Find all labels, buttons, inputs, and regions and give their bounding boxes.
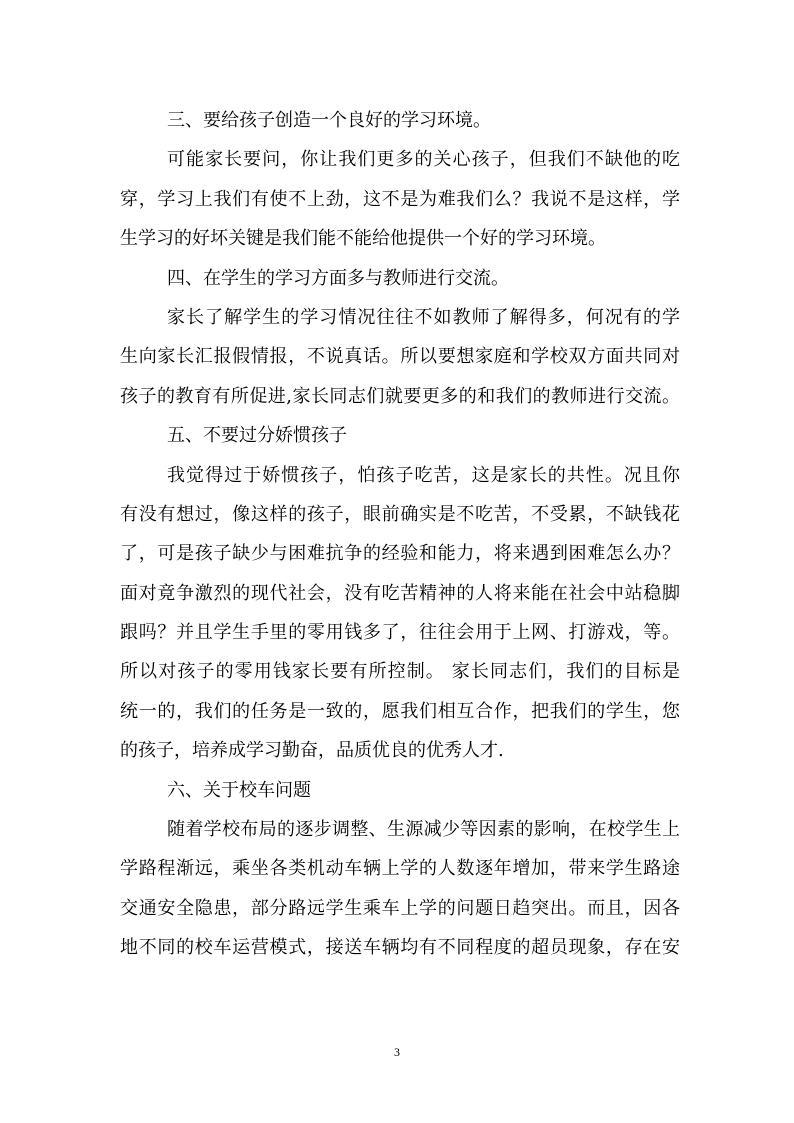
paragraph-line: 生向家长汇报假情报，不说真话。所以要想家庭和学校双方面共同对 [120, 346, 680, 368]
section-heading-3: 三、要给孩子创造一个良好的学习环境。 [167, 110, 491, 131]
paragraph-line: 随着学校布局的逐步调整、生源减少等因素的影响，在校学生上 [167, 819, 680, 841]
paragraph-line: 交通安全隐患，部分路远学生乘车上学的问题日趋突出。而且，因各 [120, 897, 680, 919]
page-number: 3 [394, 1045, 400, 1059]
paragraph-line: 地不同的校车运营模式，接送车辆均有不同程度的超员现象，存在安 [120, 937, 680, 959]
paragraph-line: 我觉得过于娇惯孩子，怕孩子吃苦，这是家长的共性。况且你 [167, 464, 680, 486]
paragraph-line: 家长了解学生的学习情况往往不如教师了解得多，何况有的学 [167, 306, 680, 328]
paragraph-line: 生学习的好坏关键是我们能不能给他提供一个好的学习环境。 [120, 228, 606, 250]
paragraph-line: 的孩子，培养成学习勤奋，品质优良的优秀人才. [120, 740, 504, 762]
paragraph-line: 有没有想过，像这样的孩子，眼前确实是不吃苦，不受累，不缺钱花 [120, 503, 680, 525]
paragraph-line: 可能家长要问，你让我们更多的关心孩子，但我们不缺他的吃 [167, 149, 680, 171]
paragraph-line: 学路程渐远，乘坐各类机动车辆上学的人数逐年增加，带来学生路途 [120, 858, 680, 880]
paragraph-line: 了，可是孩子缺少与困难抗争的经验和能力，将来遇到困难怎么办？ [120, 543, 680, 565]
paragraph-line: 跟吗？并且学生手里的零用钱多了，往往会用于上网、打游戏，等。 [120, 622, 680, 644]
paragraph-line: 统一的，我们的任务是一致的，愿我们相互合作，把我们的学生，您 [120, 700, 680, 722]
paragraph-line: 穿，学习上我们有使不上劲，这不是为难我们么？我说不是这样，学 [120, 188, 680, 210]
paragraph-line: 孩子的教育有所促进,家长同志们就要更多的和我们的教师进行交流。 [120, 385, 680, 407]
section-heading-5: 五、不要过分娇惯孩子 [167, 425, 347, 447]
section-heading-6: 六、关于校车问题 [167, 779, 311, 801]
section-heading-4: 四、在学生的学习方面多与教师进行交流。 [167, 267, 509, 289]
document-body [120, 101, 680, 968]
paragraph-line: 所以对孩子的零用钱家长要有所控制。 家长同志们，我们的目标是 [120, 661, 680, 683]
paragraph-line: 面对竟争激烈的现代社会，没有吃苦精神的人将来能在社会中站稳脚 [120, 582, 680, 604]
